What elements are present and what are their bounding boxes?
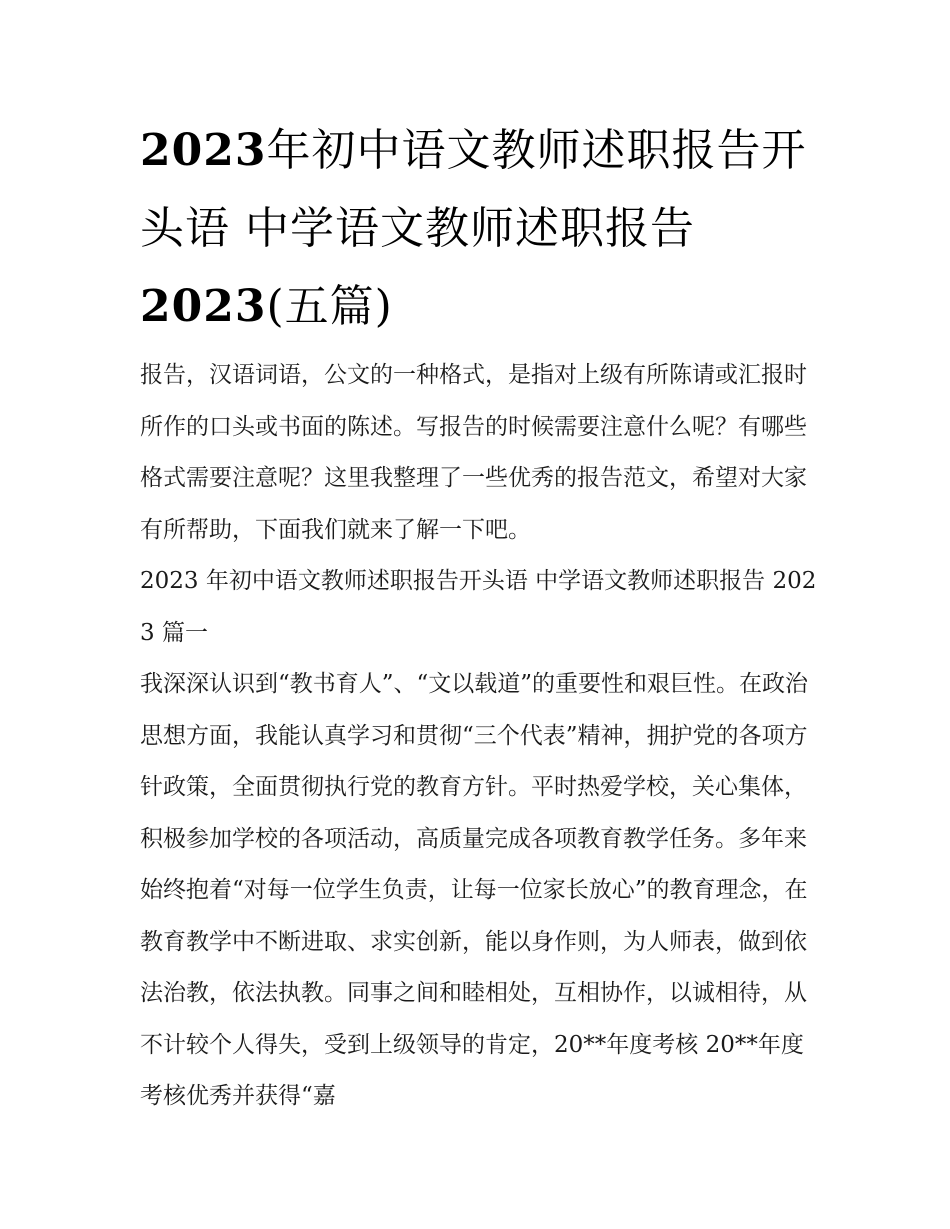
title-year: 2023 xyxy=(140,125,267,176)
document-title xyxy=(140,112,820,346)
section-heading: 2023 年初中语文教师述职报告开头语 中学语文教师述职报告 2023 篇一 xyxy=(140,568,817,646)
document-body xyxy=(140,350,820,1123)
intro-paragraph: 报告，汉语词语，公文的一种格式，是指对上级有所陈请或汇报时所作的口头或书面的陈述。写报告的时候需要注意什么呢？有哪些格式需要注意呢？这里我整理了一些优秀的报告范文，希望对大家有所帮助，下面我们就来了解一下吧。 xyxy=(140,362,807,543)
title-text: 年初中语文教师述职报告开头语 中学语文教师述职报告 xyxy=(140,125,807,254)
title-suffix: (五篇) xyxy=(266,281,393,332)
title-year-second: 2023 xyxy=(140,281,267,332)
body-paragraph: 我深深认识到“教书育人”、“文以载道”的重要性和艰巨性。在政治思想方面，我能认真学习和贯彻“三个代表”精神，拥护党的各项方针政策，全面贯彻执行党的教育方针。平时热爱学校，关心集体，积极参加学校的各项活动，高质量完成各项教育教学任务。多年来始终抱着“对每一位学生负责，让每一位家长放心”的教育理念，在教育教学中不断进取、求实创新，能以身作则，为人师表，做到依法治教，依法执教。同事之间和睦相处，互相协作，以诚相待，从不计较个人得失，受到上级领导的肯定，20**年度考核 20**年度考核优秀并获得“嘉 xyxy=(140,671,809,1109)
document-page xyxy=(140,112,820,1123)
